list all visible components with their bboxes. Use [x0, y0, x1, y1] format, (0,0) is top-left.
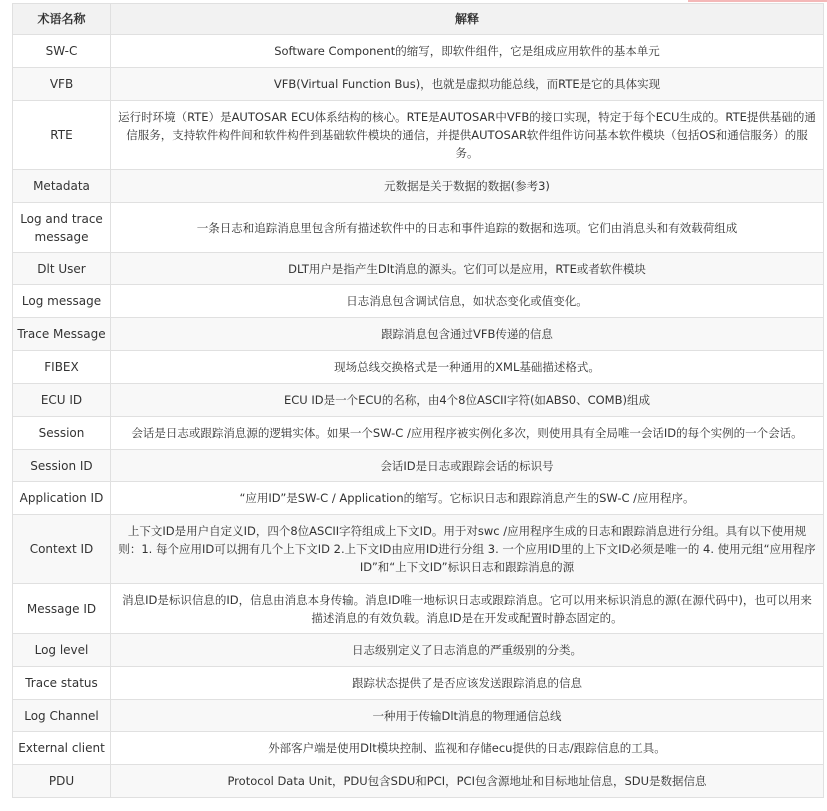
- definition-cell: VFB(Virtual Function Bus)，也就是虚拟功能总线，而RTE是它的具体实现: [111, 68, 824, 101]
- term-cell: Context ID: [13, 515, 111, 584]
- term-cell: Trace status: [13, 667, 111, 700]
- definition-cell: 消息ID是标识信息的ID，信息由消息本身传输。消息ID唯一地标识日志或跟踪消息。它可以用来标识消息的源(在源代码中)，也可以用来描述消息的有效负载。消息ID是在开发或配置时静态固定的。: [111, 584, 824, 634]
- table-row: [13, 634, 824, 667]
- definition-cell: 现场总线交换格式是一种通用的XML基础描述格式。: [111, 351, 824, 384]
- term-cell: Log message: [13, 285, 111, 318]
- table-row: [13, 732, 824, 765]
- glossary-table: [12, 3, 824, 798]
- top-accent-line: [688, 0, 827, 2]
- definition-cell: 上下文ID是用户自定义ID，四个8位ASCII字符组成上下文ID。用于对swc /应用程序生成的日志和跟踪消息进行分组。具有以下使用规则：1. 每个应用ID可以拥有几个上下文ID 2.上下文ID由应用ID进行分组 3. 一个应用ID里的上下文ID必须是唯一的 4. 使用元组“应用程序ID”和“上下文ID”标识日志和跟踪消息的源: [111, 515, 824, 584]
- definition-cell: 日志消息包含调试信息，如状态变化或值变化。: [111, 285, 824, 318]
- table-row: [13, 170, 824, 203]
- table-row: [13, 765, 824, 798]
- definition-cell: 一条日志和追踪消息里包含所有描述软件中的日志和事件追踪的数据和选项。它们由消息头和有效载荷组成: [111, 203, 824, 253]
- term-cell: Log level: [13, 634, 111, 667]
- term-cell: Message ID: [13, 584, 111, 634]
- definition-cell: “应用ID”是SW-C / Application的缩写。它标识日志和跟踪消息产生的SW-C /应用程序。: [111, 482, 824, 515]
- table-row: [13, 318, 824, 351]
- term-cell: ECU ID: [13, 384, 111, 417]
- term-cell: VFB: [13, 68, 111, 101]
- table-row: [13, 351, 824, 384]
- table-row: [13, 667, 824, 700]
- definition-cell: 跟踪状态提供了是否应该发送跟踪消息的信息: [111, 667, 824, 700]
- definition-cell: 会话ID是日志或跟踪会话的标识号: [111, 450, 824, 482]
- definition-cell: 外部客户端是使用Dlt模块控制、监视和存储ecu提供的日志/跟踪信息的工具。: [111, 732, 824, 765]
- table-row: [13, 203, 824, 253]
- header-term: 术语名称: [13, 4, 111, 35]
- table-row: [13, 35, 824, 68]
- term-cell: Log and trace message: [13, 203, 111, 253]
- term-cell: Session ID: [13, 450, 111, 482]
- definition-cell: ECU ID是一个ECU的名称，由4个8位ASCII字符(如ABS0、COMB)组成: [111, 384, 824, 417]
- table-row: [13, 417, 824, 450]
- definition-cell: Protocol Data Unit，PDU包含SDU和PCI，PCI包含源地址和目标地址信息，SDU是数据信息: [111, 765, 824, 798]
- table-row: [13, 101, 824, 170]
- term-cell: Log Channel: [13, 700, 111, 732]
- term-cell: RTE: [13, 101, 111, 170]
- term-cell: Metadata: [13, 170, 111, 203]
- term-cell: PDU: [13, 765, 111, 798]
- term-cell: SW-C: [13, 35, 111, 68]
- term-cell: Dlt User: [13, 253, 111, 285]
- table-row: [13, 584, 824, 634]
- definition-cell: 会话是日志或跟踪消息源的逻辑实体。如果一个SW-C /应用程序被实例化多次，则使用具有全局唯一会话ID的每个实例的一个会话。: [111, 417, 824, 450]
- term-cell: Trace Message: [13, 318, 111, 351]
- term-cell: Session: [13, 417, 111, 450]
- definition-cell: 运行时环境（RTE）是AUTOSAR ECU体系结构的核心。RTE是AUTOSAR中VFB的接口实现，特定于每个ECU生成的。RTE提供基础的通信服务，支持软件构件间和软件构件到基础软件模块的通信，并提供AUTOSAR软件组件访问基本软件模块（包括OS和通信服务）的服务。: [111, 101, 824, 170]
- table-row: [13, 68, 824, 101]
- table-row: [13, 253, 824, 285]
- term-cell: FIBEX: [13, 351, 111, 384]
- header-definition: 解释: [111, 4, 824, 35]
- definition-cell: Software Component的缩写，即软件组件，它是组成应用软件的基本单元: [111, 35, 824, 68]
- table-row: [13, 515, 824, 584]
- term-cell: Application ID: [13, 482, 111, 515]
- definition-cell: DLT用户是指产生Dlt消息的源头。它们可以是应用，RTE或者软件模块: [111, 253, 824, 285]
- table-row: [13, 482, 824, 515]
- table-row: [13, 384, 824, 417]
- definition-cell: 跟踪消息包含通过VFB传递的信息: [111, 318, 824, 351]
- table-row: [13, 450, 824, 482]
- term-cell: External client: [13, 732, 111, 765]
- table-row: [13, 285, 824, 318]
- definition-cell: 一种用于传输Dlt消息的物理通信总线: [111, 700, 824, 732]
- header-row: [13, 4, 824, 35]
- definition-cell: 日志级别定义了日志消息的严重级别的分类。: [111, 634, 824, 667]
- definition-cell: 元数据是关于数据的数据(参考3): [111, 170, 824, 203]
- table-row: [13, 700, 824, 732]
